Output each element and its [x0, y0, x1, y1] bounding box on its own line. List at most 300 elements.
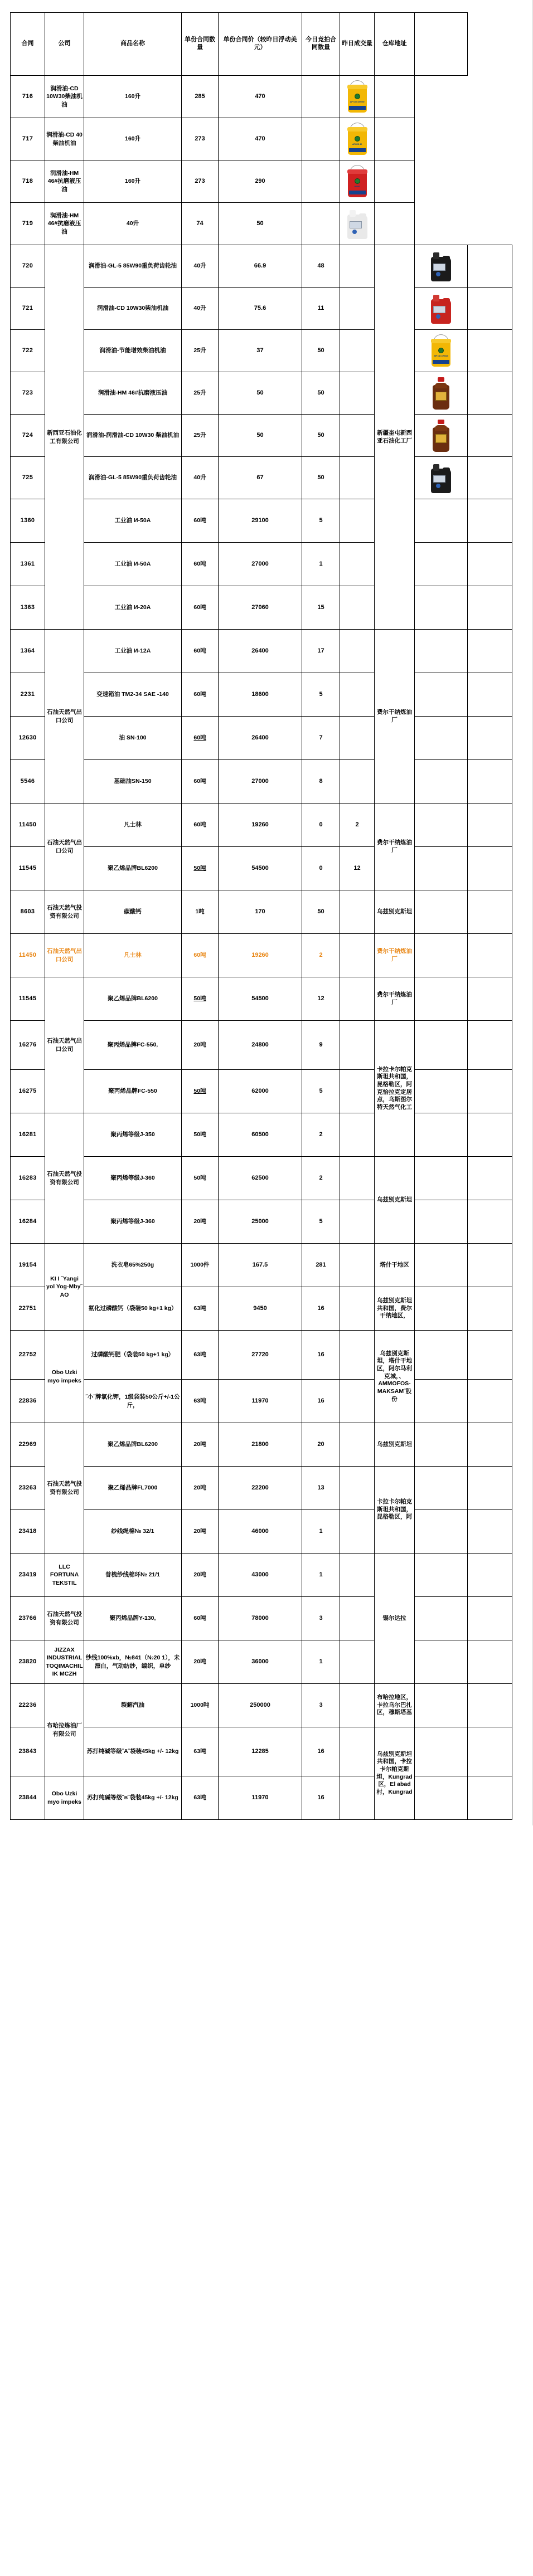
table-row[interactable]	[11, 330, 512, 372]
table-row[interactable]	[11, 1554, 512, 1597]
cell-today-auction-qty: 8	[302, 760, 340, 804]
cell-contract-number: 22752	[11, 1331, 45, 1380]
cell-contract-number: 23820	[11, 1640, 45, 1684]
cell-spacer	[468, 586, 512, 630]
cell-product-name: 润滑油-HM 46#抗磨液压油	[45, 203, 84, 245]
cell-unit-quantity: 63吨	[182, 1776, 219, 1820]
table-row[interactable]	[11, 1157, 512, 1200]
cell-product-name: 聚乙烯品牌FL7000	[84, 1467, 182, 1510]
cell-today-auction-qty: 2	[302, 1157, 340, 1200]
cell-product-image	[415, 288, 468, 330]
header-image	[415, 13, 468, 76]
cell-company: 石油天然气投资有限公司	[45, 1597, 84, 1640]
cell-today-auction-qty: 16	[302, 1727, 340, 1776]
cell-yesterday-volume	[340, 1423, 375, 1467]
product-image-bucket: API CD 10W/30	[432, 335, 450, 367]
cell-spacer	[468, 1510, 512, 1554]
cell-unit-price: 74	[182, 203, 219, 245]
cell-today-auction-qty: 17	[302, 630, 340, 673]
table-row[interactable]	[11, 1727, 512, 1776]
cell-contract-number: 23766	[11, 1597, 45, 1640]
cell-product-image	[415, 1287, 468, 1331]
cell-yesterday-volume	[302, 118, 340, 160]
cell-contract-number: 716	[11, 76, 45, 118]
cell-product-name: 油 SN-100	[84, 717, 182, 760]
cell-company: 石油天然气投资有限公司	[45, 890, 84, 934]
cell-today-auction-qty: 50	[302, 890, 340, 934]
product-image-bucket: HM46	[348, 166, 367, 197]
cell-today-auction-qty: 50	[302, 372, 340, 415]
table-row[interactable]	[11, 1380, 512, 1423]
cell-today-auction-qty: 1	[302, 1510, 340, 1554]
cell-yesterday-volume	[340, 1727, 375, 1776]
cell-spacer	[375, 118, 415, 160]
cell-product-image	[415, 1380, 468, 1423]
product-image-bottle	[433, 420, 449, 452]
cell-product-image	[415, 1467, 468, 1510]
cell-product-name: 碳酸钙	[84, 890, 182, 934]
cell-unit-quantity: 60吨	[182, 1597, 219, 1640]
cell-warehouse-address: 乌兹别克斯坦，塔什干地区，阿尔马利克城，、AMMOFOS-MAKSAM˝股份	[375, 1331, 415, 1423]
header-yesterday-volume: 昨日成交量	[340, 13, 375, 76]
cell-yesterday-volume	[340, 1597, 375, 1640]
header-unit-contract-qty: 单份合同数量	[182, 13, 219, 76]
cell-unit-quantity: 160升	[84, 118, 182, 160]
cell-product-image	[415, 1113, 468, 1157]
cell-yesterday-volume	[302, 76, 340, 118]
product-image-bucket: API CD 40	[348, 124, 367, 155]
cell-spacer	[468, 1113, 512, 1157]
cell-today-auction-qty: 3	[302, 1684, 340, 1727]
table-row[interactable]	[11, 977, 512, 1021]
cell-contract-number: 11450	[11, 804, 45, 847]
cell-yesterday-volume	[340, 1510, 375, 1554]
cell-yesterday-volume	[340, 890, 375, 934]
cell-product-image	[415, 934, 468, 977]
cell-spacer	[468, 673, 512, 717]
cell-unit-price: 26400	[219, 717, 302, 760]
cell-yesterday-volume	[340, 372, 375, 415]
cell-today-auction-qty: 50	[302, 457, 340, 499]
cell-contract-number: 1360	[11, 499, 45, 543]
table-row[interactable]	[11, 1113, 512, 1157]
cell-unit-price: 46000	[219, 1510, 302, 1554]
cell-today-auction-qty: 5	[302, 1070, 340, 1113]
cell-spacer	[468, 1021, 512, 1070]
cell-contract-number: 718	[11, 160, 45, 203]
header-unit-contract-price: 单份合同价（较昨日浮动美元）	[219, 13, 302, 76]
cell-contract-number: 23419	[11, 1554, 45, 1597]
cell-today-auction-qty: 281	[302, 1244, 340, 1287]
cell-spacer	[468, 1640, 512, 1684]
cell-spacer	[468, 372, 512, 415]
cell-product-image	[415, 1244, 468, 1287]
cell-product-image	[415, 1157, 468, 1200]
cell-spacer	[468, 1331, 512, 1380]
cell-today-auction-qty: 50	[302, 330, 340, 372]
cell-yesterday-volume	[340, 673, 375, 717]
cell-company: 新西亚石油化工有限公司	[45, 245, 84, 630]
cell-yesterday-volume	[340, 1157, 375, 1200]
cell-product-name: 润滑油-CD 10W30柴油机油	[84, 288, 182, 330]
cell-yesterday-volume	[340, 1070, 375, 1113]
cell-warehouse-address: 乌兹别克斯坦	[375, 1423, 415, 1467]
cell-yesterday-volume	[340, 1776, 375, 1820]
cell-unit-quantity: 20吨	[182, 1467, 219, 1510]
cell-today-auction-qty: 1	[302, 543, 340, 586]
cell-yesterday-volume: 12	[340, 847, 375, 890]
cell-contract-number: 5546	[11, 760, 45, 804]
cell-spacer	[468, 245, 512, 288]
cell-today-auction-qty: 15	[302, 586, 340, 630]
cell-spacer	[468, 1287, 512, 1331]
cell-contract-number: 12630	[11, 717, 45, 760]
cell-unit-quantity: 60吨	[182, 586, 219, 630]
cell-unit-price: 19260	[219, 804, 302, 847]
cell-yesterday-volume	[340, 499, 375, 543]
cell-contract-number: 721	[11, 288, 45, 330]
cell-unit-quantity: 50吨	[182, 1070, 219, 1113]
product-image-jug	[431, 294, 451, 324]
table-row[interactable]	[11, 1640, 512, 1684]
table-row[interactable]	[11, 415, 512, 457]
cell-unit-quantity: 40升	[182, 288, 219, 330]
cell-contract-number: 720	[11, 245, 45, 288]
table-row[interactable]	[11, 499, 512, 543]
table-row[interactable]	[11, 245, 512, 288]
table-row[interactable]	[11, 160, 512, 203]
cell-spacer	[468, 1200, 512, 1244]
table-row[interactable]	[11, 1423, 512, 1467]
cell-contract-number: 19154	[11, 1244, 45, 1287]
header-contract: 合同	[11, 13, 45, 76]
cell-unit-quantity: 160升	[84, 160, 182, 203]
cell-spacer	[375, 203, 415, 245]
table-row[interactable]	[11, 1776, 512, 1820]
table-body	[11, 76, 512, 1820]
cell-product-name: 苏打纯碱等级˝A˝袋装45kg +/- 12kg	[84, 1727, 182, 1776]
cell-product-name: 润滑油-GL-5 85W90重负荷齿轮油	[84, 457, 182, 499]
cell-unit-price: 19260	[219, 934, 302, 977]
cell-spacer	[468, 760, 512, 804]
cell-today-auction-qty: 48	[302, 245, 340, 288]
cell-yesterday-volume	[340, 330, 375, 372]
table-row[interactable]	[11, 76, 512, 118]
cell-product-name: 基础油SN-150	[84, 760, 182, 804]
cell-unit-quantity: 60吨	[182, 673, 219, 717]
table-row[interactable]	[11, 673, 512, 717]
cell-product-name: 聚丙烯等级J-360	[84, 1157, 182, 1200]
cell-unit-quantity: 20吨	[182, 1554, 219, 1597]
cell-warehouse-address: 卡拉卡尔帕克斯坦共和国，昆格勒区，阿克恰拉克定居点，乌斯图尔特天然气化工	[375, 1021, 415, 1157]
cell-yesterday-volume	[340, 1467, 375, 1510]
cell-unit-quantity: 40升	[84, 203, 182, 245]
cell-unit-quantity: 60吨	[182, 499, 219, 543]
cell-product-image	[415, 1776, 468, 1820]
table-row[interactable]	[11, 372, 512, 415]
table-row[interactable]	[11, 586, 512, 630]
cell-product-image	[415, 760, 468, 804]
cell-contract-number: 725	[11, 457, 45, 499]
header-today-auction-qty: 今日竞拍合同数量	[302, 13, 340, 76]
cell-yesterday-volume	[340, 543, 375, 586]
table-row[interactable]	[11, 934, 512, 977]
cell-contract-number: 1361	[11, 543, 45, 586]
cell-product-name: 聚乙烯品牌BL6200	[84, 977, 182, 1021]
cell-today-auction-qty: 0	[302, 804, 340, 847]
table-row[interactable]	[11, 1021, 512, 1070]
table-row[interactable]	[11, 457, 512, 499]
cell-product-name: 聚丙烯等级J-350	[84, 1113, 182, 1157]
cell-unit-quantity: 60吨	[182, 804, 219, 847]
cell-contract-number: 719	[11, 203, 45, 245]
cell-product-name: 润滑油-GL-5 85W90重负荷齿轮油	[84, 245, 182, 288]
cell-unit-price: 18600	[219, 673, 302, 717]
cell-spacer	[468, 1380, 512, 1423]
table-row[interactable]	[11, 717, 512, 760]
cell-unit-price: 11970	[219, 1380, 302, 1423]
product-image-bottle	[433, 377, 449, 410]
cell-today-auction-qty: 16	[302, 1776, 340, 1820]
cell-product-image	[340, 76, 375, 118]
cell-today-auction-qty: 16	[302, 1331, 340, 1380]
table-row[interactable]	[11, 630, 512, 673]
cell-product-name: 凡士林	[84, 804, 182, 847]
cell-unit-quantity: 50吨	[182, 977, 219, 1021]
table-row[interactable]	[11, 1070, 512, 1113]
cell-yesterday-volume	[340, 934, 375, 977]
table-row[interactable]	[11, 1331, 512, 1380]
cell-contract-number: 16276	[11, 1021, 45, 1070]
cell-spacer	[468, 804, 512, 847]
cell-product-name: 过磷酸钙肥（袋装50 kg+1 kg）	[84, 1331, 182, 1380]
cell-unit-quantity: 160升	[84, 76, 182, 118]
cell-unit-quantity: 1000件	[182, 1244, 219, 1287]
cell-unit-price: 170	[219, 890, 302, 934]
cell-contract-number: 11450	[11, 934, 45, 977]
cell-warehouse-address: 卡拉卡尔帕克斯坦共和国，昆格勒区，阿	[375, 1467, 415, 1554]
header-product-name: 商品名称	[84, 13, 182, 76]
cell-unit-quantity: 60吨	[182, 760, 219, 804]
cell-unit-quantity: 50吨	[182, 1157, 219, 1200]
cell-unit-price: 50	[219, 372, 302, 415]
cell-product-name: 润滑油-CD 40柴油机油	[45, 118, 84, 160]
cell-unit-price: 24800	[219, 1021, 302, 1070]
cell-product-name: 工业油 И-50А	[84, 499, 182, 543]
cell-spacer	[468, 1244, 512, 1287]
cell-unit-quantity: 63吨	[182, 1331, 219, 1380]
cell-spacer	[468, 330, 512, 372]
cell-contract-number: 11545	[11, 977, 45, 1021]
cell-contract-number: 8603	[11, 890, 45, 934]
cell-today-auction-qty: 1	[302, 1554, 340, 1597]
cell-spacer	[375, 76, 415, 118]
cell-today-auction-qty: 9	[302, 1021, 340, 1070]
cell-company: KI I ˝Yangi yol Yog-Mby˝ AO	[45, 1244, 84, 1331]
cell-unit-quantity: 60吨	[182, 934, 219, 977]
table-row[interactable]	[11, 543, 512, 586]
cell-unit-quantity: 40升	[182, 457, 219, 499]
cell-unit-price: 54500	[219, 977, 302, 1021]
cell-contract-number: 22969	[11, 1423, 45, 1467]
cell-unit-price: 75.6	[219, 288, 302, 330]
table-row[interactable]	[11, 1467, 512, 1510]
cell-spacer	[468, 1597, 512, 1640]
cell-contract-number: 724	[11, 415, 45, 457]
cell-unit-quantity: 60吨	[182, 543, 219, 586]
cell-yesterday-volume: 2	[340, 804, 375, 847]
cell-spacer	[468, 543, 512, 586]
table-row[interactable]	[11, 1510, 512, 1554]
cell-unit-quantity: 40升	[182, 245, 219, 288]
cell-unit-quantity: 60吨	[182, 717, 219, 760]
cell-today-auction-qty: 5	[302, 1200, 340, 1244]
cell-spacer	[468, 1467, 512, 1510]
cell-product-image	[415, 1423, 468, 1467]
cell-product-image	[415, 245, 468, 288]
cell-contract-number: 23843	[11, 1727, 45, 1776]
cell-product-name: 普梳纱线棉环№ 21/1	[84, 1554, 182, 1597]
cell-product-name: 聚丙烯品牌FC-550	[84, 1070, 182, 1113]
cell-warehouse-address: 新疆奎屯新西亚石油化工厂	[375, 245, 415, 630]
cell-product-name: 工业油 И-12А	[84, 630, 182, 673]
cell-product-name: 纱线100%xb，№841（№20 1），未漂白，气动纺纱，编织，单纱	[84, 1640, 182, 1684]
product-image-jug	[347, 209, 367, 239]
cell-yesterday-volume	[302, 203, 340, 245]
cell-yesterday-volume	[340, 1554, 375, 1597]
cell-spacer	[375, 160, 415, 203]
table-row[interactable]	[11, 1244, 512, 1287]
cell-yesterday-volume	[340, 1684, 375, 1727]
cell-product-name: 聚乙烯品牌BL6200	[84, 847, 182, 890]
cell-today-auction-qty: 7	[302, 717, 340, 760]
table-row[interactable]	[11, 203, 512, 245]
cell-warehouse-address: 费尔干纳炼油厂	[375, 804, 415, 890]
cell-unit-quantity: 20吨	[182, 1640, 219, 1684]
table-row[interactable]	[11, 288, 512, 330]
cell-today-auction-qty: 470	[219, 76, 302, 118]
cell-today-auction-qty: 50	[219, 203, 302, 245]
cell-product-image	[415, 330, 468, 372]
cell-unit-price: 21800	[219, 1423, 302, 1467]
cell-today-auction-qty: 16	[302, 1380, 340, 1423]
cell-yesterday-volume	[340, 415, 375, 457]
cell-unit-price: 27720	[219, 1331, 302, 1380]
cell-unit-price: 22200	[219, 1467, 302, 1510]
cell-product-name: 聚丙烯等级J-360	[84, 1200, 182, 1244]
cell-contract-number: 2231	[11, 673, 45, 717]
cell-product-name: 聚丙烯品牌Y-130,	[84, 1597, 182, 1640]
cell-product-image	[415, 1727, 468, 1776]
cell-product-image	[340, 118, 375, 160]
cell-yesterday-volume	[340, 457, 375, 499]
cell-yesterday-volume	[340, 630, 375, 673]
cell-unit-price: 9450	[219, 1287, 302, 1331]
cell-unit-price: 62000	[219, 1070, 302, 1113]
cell-contract-number: 11545	[11, 847, 45, 890]
cell-company: 石油天然气出口公司	[45, 934, 84, 977]
cell-product-image	[415, 1640, 468, 1684]
cell-today-auction-qty: 16	[302, 1287, 340, 1331]
cell-warehouse-address: 费尔干纳炼油厂	[375, 977, 415, 1021]
cell-spacer	[468, 934, 512, 977]
cell-today-auction-qty: 13	[302, 1467, 340, 1510]
contract-auction-table	[10, 12, 512, 1820]
cell-spacer	[468, 1684, 512, 1727]
cell-yesterday-volume	[340, 977, 375, 1021]
table-row[interactable]	[11, 1287, 512, 1331]
cell-product-image	[415, 717, 468, 760]
cell-company: Obo Uzki myo impeks	[45, 1776, 84, 1820]
cell-product-image	[415, 847, 468, 890]
cell-contract-number: 1363	[11, 586, 45, 630]
table-row[interactable]	[11, 890, 512, 934]
cell-unit-quantity: 25升	[182, 415, 219, 457]
header-company: 公司	[45, 13, 84, 76]
cell-product-image	[415, 415, 468, 457]
cell-product-image	[415, 457, 468, 499]
table-row[interactable]	[11, 760, 512, 804]
cell-unit-price: 27000	[219, 760, 302, 804]
table-row[interactable]	[11, 118, 512, 160]
cell-yesterday-volume	[302, 160, 340, 203]
cell-unit-price: 167.5	[219, 1244, 302, 1287]
cell-unit-price: 50	[219, 415, 302, 457]
cell-unit-price: 67	[219, 457, 302, 499]
cell-company: LLC FORTUNA TEKSTIL	[45, 1554, 84, 1597]
table-row[interactable]	[11, 1200, 512, 1244]
cell-today-auction-qty: 1	[302, 1640, 340, 1684]
cell-product-name: 润滑油-HM 46#抗磨液压油	[84, 372, 182, 415]
table-row[interactable]	[11, 847, 512, 890]
cell-unit-price: 27000	[219, 543, 302, 586]
cell-unit-quantity: 1吨	[182, 890, 219, 934]
cell-unit-price: 66.9	[219, 245, 302, 288]
cell-unit-quantity: 1000吨	[182, 1684, 219, 1727]
cell-product-name: 纱线绳棉№ 32/1	[84, 1510, 182, 1554]
cell-company: 石油天然气出口公司	[45, 804, 84, 890]
table-row[interactable]	[11, 804, 512, 847]
cell-product-image	[415, 499, 468, 543]
cell-product-name: 润滑油-CD 10W30柴油机油	[45, 76, 84, 118]
cell-today-auction-qty: 50	[302, 415, 340, 457]
cell-product-name: ˝小˝牌氯化钾，1级袋装50公斤+/-1公斤，	[84, 1380, 182, 1423]
cell-yesterday-volume	[340, 1287, 375, 1331]
cell-unit-price: 25000	[219, 1200, 302, 1244]
cell-yesterday-volume	[340, 1113, 375, 1157]
cell-product-name: 润滑油-HM 46#抗磨液压油	[45, 160, 84, 203]
cell-company: 石油天然气投资有限公司	[45, 1113, 84, 1244]
cell-contract-number: 22836	[11, 1380, 45, 1423]
cell-unit-price: 62500	[219, 1157, 302, 1200]
cell-today-auction-qty: 5	[302, 673, 340, 717]
header-row	[11, 13, 512, 76]
cell-product-image	[415, 543, 468, 586]
cell-yesterday-volume	[340, 1021, 375, 1070]
cell-today-auction-qty: 2	[302, 934, 340, 977]
cell-product-image	[415, 1684, 468, 1727]
cell-warehouse-address: 塔什干地区	[375, 1244, 415, 1287]
table-row[interactable]	[11, 1597, 512, 1640]
header-spacer	[468, 13, 512, 76]
cell-spacer	[468, 415, 512, 457]
cell-product-name: 氨化过磷酸钙（袋装50 kg+1 kg）	[84, 1287, 182, 1331]
cell-unit-quantity: 20吨	[182, 1200, 219, 1244]
cell-today-auction-qty: 2	[302, 1113, 340, 1157]
cell-product-image	[415, 1070, 468, 1113]
table-row[interactable]	[11, 1684, 512, 1727]
cell-warehouse-address: 布哈拉地区，卡拉乌尔巴扎区，穆斯塔基	[375, 1684, 415, 1727]
